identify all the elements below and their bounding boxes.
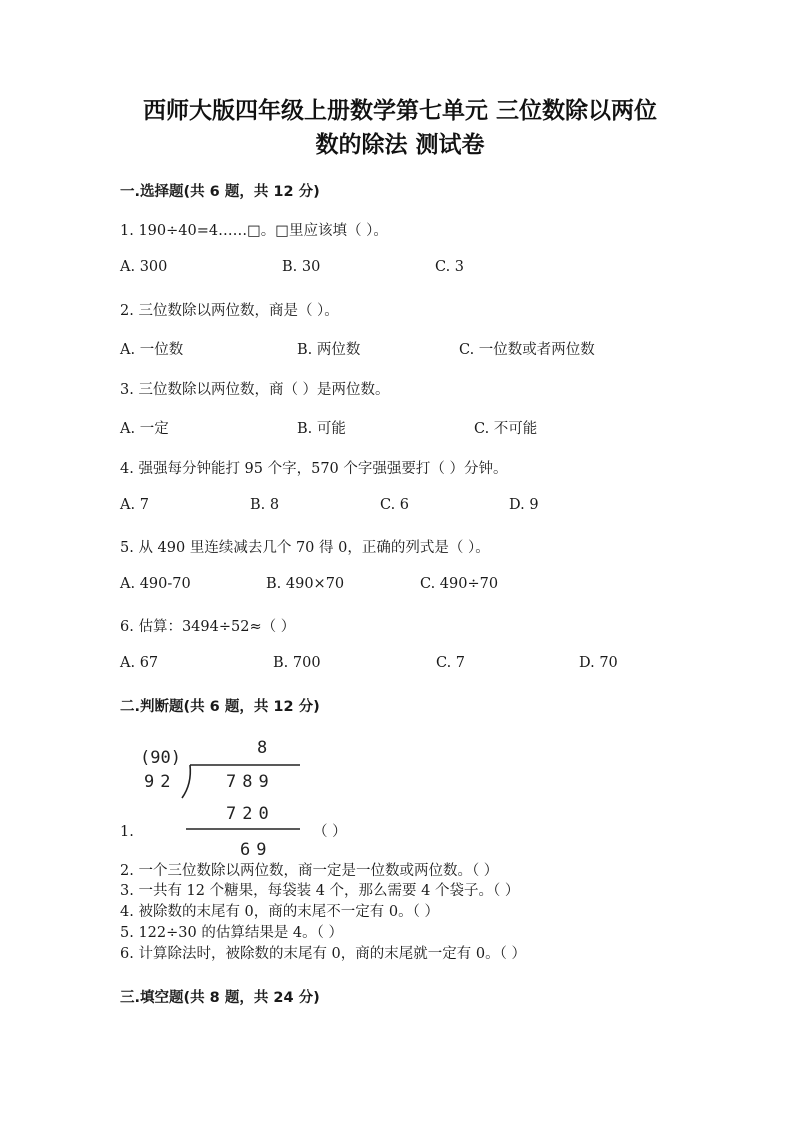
division-remainder: 69: [240, 840, 273, 860]
question-1-option-a: A. 300: [120, 259, 168, 275]
question-3-option-b: B. 可能: [297, 421, 346, 437]
division-estimate: (90): [140, 748, 181, 768]
judge-item-5: 5. 122÷30 的估算结果是 4。（ ）: [120, 925, 344, 941]
long-division-figure: [130, 736, 320, 866]
question-3-option-c: C. 不可能: [474, 421, 538, 437]
question-2-stem: 2. 三位数除以两位数，商是（ ）。: [120, 303, 339, 319]
question-4-option-c: C. 6: [380, 497, 410, 513]
question-2-option-b: B. 两位数: [297, 342, 361, 358]
question-6-option-a: A. 67: [120, 655, 159, 671]
question-5-option-a: A. 490-70: [120, 576, 191, 592]
question-3-option-a: A. 一定: [120, 421, 169, 437]
division-dividend: 789: [226, 772, 275, 792]
section-heading-true-false: 二.判断题(共 6 题，共 12 分): [120, 699, 320, 715]
question-5-stem: 5. 从 490 里连续减去几个 70 得 0，正确的列式是（ ）。: [120, 540, 490, 556]
question-2-option-a: A. 一位数: [120, 342, 184, 358]
page-title-line-2: 数的除法 测试卷: [315, 132, 485, 158]
question-2-option-c: C. 一位数或者两位数: [459, 342, 595, 358]
question-4-option-d: D. 9: [509, 497, 539, 513]
question-6-option-d: D. 70: [579, 655, 618, 671]
division-bracket-lines: [130, 736, 320, 866]
judge-item-4: 4. 被除数的末尾有 0，商的末尾不一定有 0。（ ）: [120, 904, 439, 920]
question-1-option-c: C. 3: [435, 259, 465, 275]
question-6-option-b: B. 700: [273, 655, 321, 671]
section-heading-choice: 一.选择题(共 6 题，共 12 分): [120, 184, 320, 200]
question-4-option-b: B. 8: [250, 497, 280, 513]
division-divisor: 92: [144, 772, 177, 792]
judge-item-6: 6. 计算除法时，被除数的末尾有 0，商的末尾就一定有 0。（ ）: [120, 946, 526, 962]
question-5-option-c: C. 490÷70: [420, 576, 499, 592]
judge-item-1-blank: （ ）: [313, 824, 347, 840]
judge-item-1-number: 1.: [120, 824, 134, 840]
judge-item-2: 2. 一个三位数除以两位数，商一定是一位数或两位数。（ ）: [120, 863, 499, 879]
division-product: 720: [226, 804, 275, 824]
question-1-stem: 1. 190÷40=4……□。□里应该填（ ）。: [120, 223, 388, 239]
division-quotient: 8: [257, 738, 274, 758]
section-heading-fill-blank: 三.填空题(共 8 题，共 24 分): [120, 990, 320, 1006]
page-title-line-1: 西师大版四年级上册数学第七单元 三位数除以两位: [142, 98, 657, 124]
judge-item-3: 3. 一共有 12 个糖果，每袋装 4 个，那么需要 4 个袋子。（ ）: [120, 883, 520, 899]
question-4-stem: 4. 强强每分钟能打 95 个字，570 个字强强要打（ ）分钟。: [120, 461, 508, 477]
question-1-option-b: B. 30: [282, 259, 321, 275]
question-5-option-b: B. 490×70: [266, 576, 345, 592]
question-4-option-a: A. 7: [120, 497, 149, 513]
question-6-option-c: C. 7: [436, 655, 466, 671]
question-6-stem: 6. 估算：3494÷52≈（ ）: [120, 619, 296, 635]
question-3-stem: 3. 三位数除以两位数，商（ ）是两位数。: [120, 382, 390, 398]
